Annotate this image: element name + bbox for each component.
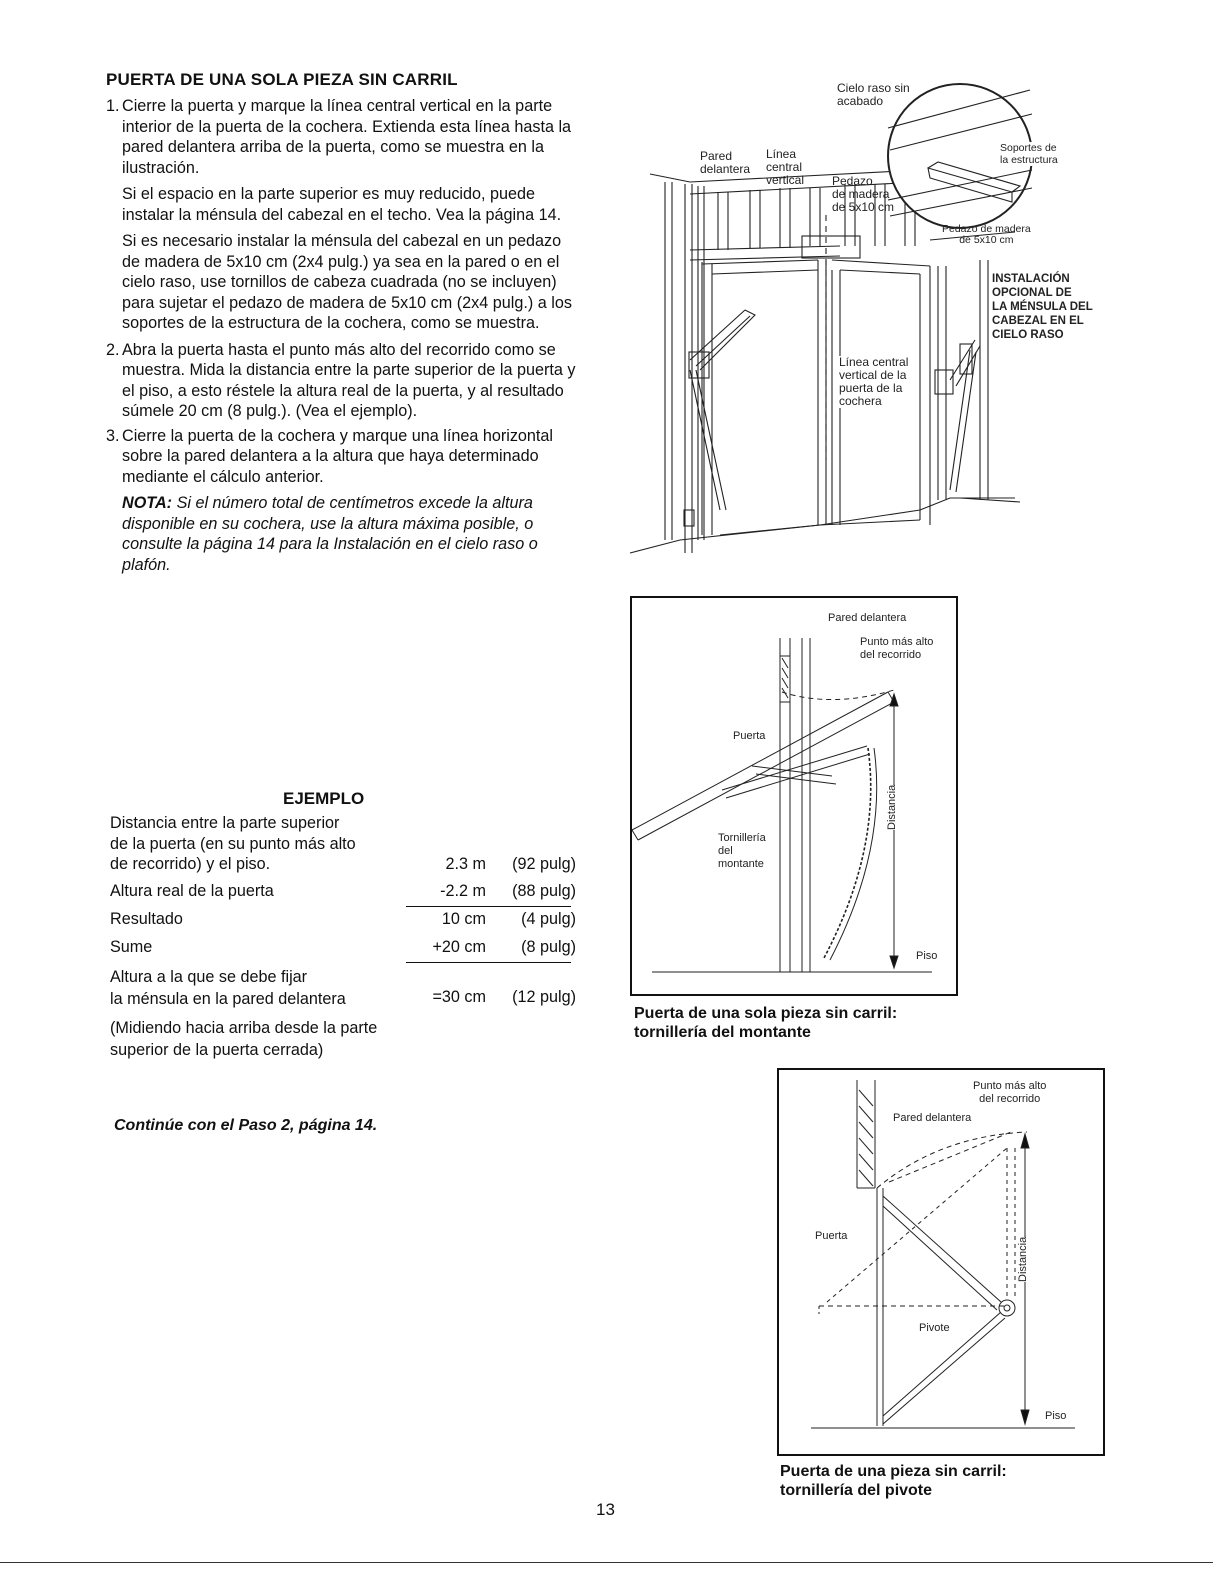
step-2 — [106, 340, 581, 422]
continue-text: Continúe con el Paso 2, página 14. — [114, 1117, 378, 1134]
label-pared-delantera: Pared delantera — [700, 149, 751, 176]
example-metric: +20 cm — [432, 938, 486, 956]
pivote-diagram — [779, 1070, 1103, 1454]
example-imperial: (8 pulg) — [521, 938, 576, 956]
step-text: Abra la puerta hasta el punto más alto del recorrido como se muestra. Mida la distancia entre la parte superior de la puerta y el piso, a esto réstele la altura real de la puerta, y al resultado súmele 20 cm (8 pulg.). (Vea el ejemplo). — [122, 340, 576, 420]
label-pedazo-madera: Pedazo de madera de 5x10 cm — [832, 174, 895, 214]
example-metric: -2.2 m — [440, 882, 486, 900]
label-instalacion-opcional: INSTALACIÓN OPCIONAL DE LA MÉNSULA DEL CABEZAL EN EL CIELO RASO — [992, 273, 1093, 341]
step-number: 1. — [106, 97, 120, 115]
label-punto-alto: Punto más alto del recorrido — [860, 636, 934, 661]
example-label: Altura a la que se debe fijar la ménsula en la pared delantera — [110, 968, 346, 1008]
bottom-rule — [0, 1562, 1213, 1563]
label-distancia: Distancia — [886, 784, 898, 830]
step-number: 3. — [106, 426, 120, 445]
caption-pivote: Puerta de una pieza sin carril: tornillería del pivote — [780, 1463, 1007, 1499]
step-1 — [106, 96, 581, 178]
label-pared-delantera: Pared delantera — [893, 1112, 972, 1124]
label-pared-delantera: Pared delantera — [828, 612, 907, 624]
example-imperial: (92 pulg) — [512, 855, 576, 873]
caption-montante: Puerta de una sola pieza sin carril: tornillería del montante — [634, 1005, 898, 1041]
example-label: Distancia entre la parte superior de la puerta (en su punto más alto de recorrido) y el piso. — [110, 814, 356, 873]
example-imperial: (4 pulg) — [521, 910, 576, 928]
label-distancia: Distancia — [1017, 1236, 1029, 1282]
page-number: 13 — [596, 1500, 615, 1519]
step-3 — [106, 426, 581, 488]
step-1-paragraph: Si el espacio en la parte superior es muy reducido, puede instalar la ménsula del cabezal en el techo. Vea la página 14. — [122, 185, 562, 224]
steps-list — [106, 96, 581, 575]
step-1-paragraph: Si es necesario instalar la ménsula del cabezal en un pedazo de madera de 5x10 cm (2x4 pulg.) ya sea en la pared o en el cielo raso, use tornillos de cabeza cuadrada (no se incluyen) para sujetar el pedazo de madera de 5x10 cm (2x4 pulg.) a los soportes de la estructura de la cochera, como se muestra. — [122, 232, 572, 332]
step-text: Cierre la puerta y marque la línea central vertical en la parte interior de la puerta de la cochera. Extienda esta línea hasta la pared delantera arriba de la puerta, como se muestra en la ilustración. — [122, 97, 572, 177]
step-text: Cierre la puerta de la cochera y marque una línea horizontal sobre la pared delantera a la altura que haya determinado mediante el cálculo anterior. — [122, 426, 554, 486]
example-imperial: (88 pulg) — [512, 882, 576, 900]
label-linea-central-puerta: Línea central vertical de la puerta de la cochera — [839, 355, 909, 408]
label-punto-alto: Punto más alto del recorrido — [973, 1080, 1047, 1105]
example-metric: 10 cm — [441, 910, 486, 928]
label-linea-central: Línea central vertical — [766, 147, 805, 187]
label-puerta: Puerta — [815, 1230, 848, 1242]
label-pedazo-madera-inset: Pedazo de madera de 5x10 cm — [942, 223, 1031, 246]
example-label: Altura real de la puerta — [110, 882, 274, 900]
example-label: Resultado — [110, 910, 183, 928]
label-soportes: Soportes de la estructura — [1000, 142, 1058, 166]
label-piso: Piso — [1045, 1410, 1067, 1422]
label-piso: Piso — [916, 950, 938, 962]
sum-rule — [406, 906, 571, 907]
example-title: EJEMPLO — [283, 789, 365, 808]
example-footnote: (Midiendo hacia arriba desde la parte superior de la puerta cerrada) — [110, 1019, 378, 1059]
label-tornilleria: Tornillería del montante — [718, 832, 766, 870]
note-label: NOTA: — [122, 494, 173, 512]
figure-front-wall — [620, 70, 1100, 570]
note — [106, 493, 581, 575]
sum-rule — [406, 962, 571, 963]
label-puerta: Puerta — [733, 730, 766, 742]
example-metric: =30 cm — [432, 988, 486, 1006]
figure-montante — [630, 596, 958, 996]
example-label: Sume — [110, 938, 153, 956]
example-imperial: (12 pulg) — [512, 988, 576, 1006]
label-pivote: Pivote — [919, 1322, 950, 1334]
figure-pivote — [777, 1068, 1105, 1456]
section-title: PUERTA DE UNA SOLA PIEZA SIN CARRIL — [106, 70, 458, 89]
example-metric: 2.3 m — [445, 855, 486, 873]
label-cielo-raso: Cielo raso sin acabado — [837, 81, 910, 108]
step-number: 2. — [106, 340, 120, 359]
note-text: Si el número total de centímetros excede la altura disponible en su cochera, use la altura máxima posible, o consulte la página 14 para la Instalación en el cielo raso o plafón. — [122, 494, 538, 574]
